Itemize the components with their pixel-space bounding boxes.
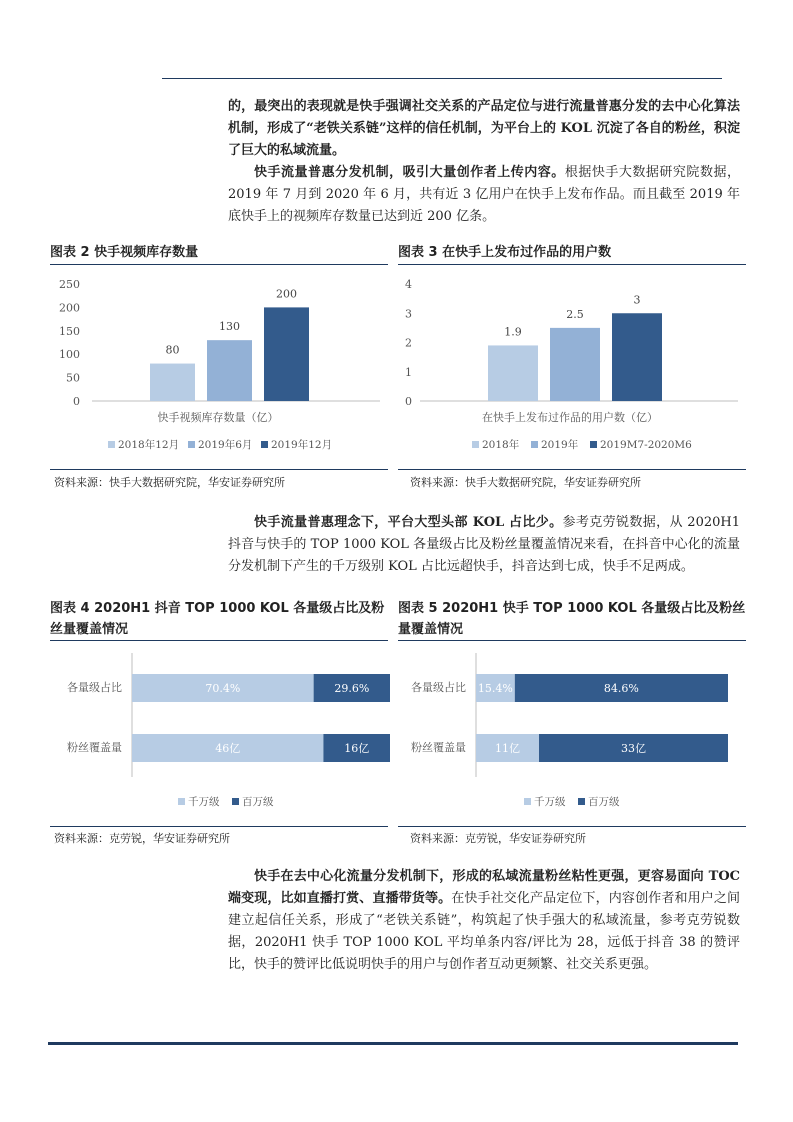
fig2-legend-swatch [261,441,268,448]
fig3-top-rule [398,264,746,265]
fig5-legend-label: 千万级 [534,796,566,808]
fig3-ytick: 3 [405,307,412,321]
fig2-bar [207,340,252,401]
fig4-legend-label: 百万级 [242,796,274,808]
fig3-ytick: 1 [405,365,412,379]
fig2-ytick: 50 [66,371,80,385]
fig5-category-label: 粉丝覆盖量 [411,741,466,754]
fig2-legend-label: 2019年12月 [271,439,333,451]
fig5-legend-swatch [578,798,585,805]
fig4-chart [50,645,390,820]
fig2-ytick: 150 [59,324,80,338]
fig3-bar [612,313,662,401]
paragraph-1 [228,96,740,162]
fig3-legend-swatch [531,441,538,448]
fig5-legend-swatch [524,798,531,805]
fig3-chart [398,266,748,466]
fig4-segment-label: 16亿 [344,742,370,755]
fig5-top-rule [398,640,746,641]
paragraph-1-text: 的，最突出的表现就是快手强调社交关系的产品定位与进行流量普惠分发的去中心化算法机制，形成了“老铁关系链”这样的信任机制，为平台上的 KOL 沉淀了各自的粉丝，积淀了巨大的私域流量。 [228,99,740,158]
fig2-legend-label: 2018年12月 [118,439,180,451]
paragraph-3 [228,512,740,578]
fig3-ytick: 4 [405,278,412,291]
header-rule [162,78,722,79]
fig2-data-label: 130 [219,320,240,334]
paragraph-2 [228,162,740,228]
fig3-title: 图表 3 在快手上发布过作品的用户数 [398,245,612,260]
fig3-legend-swatch [472,441,479,448]
fig2-source: 资料来源：快手大数据研究院，华安证券研究所 [54,476,285,489]
paragraph-3-lead: 快手流量普惠理念下，平台大型头部 KOL 占比少。 [254,515,563,530]
fig2-xlabel: 快手视频库存数量（亿） [157,411,279,424]
fig4-category-label: 粉丝覆盖量 [67,741,122,754]
paragraph-3-body: 参考克劳锐数据，从 2020H1 抖音与快手的 TOP 1000 KOL 各量级占比及粉丝量覆盖情况来看，在抖音中心化的流量分发机制下产生的千万级别 KOL 占比远超快手，抖音达到七成，快手不足两成。 [228,515,740,574]
fig5-segment-label: 33亿 [621,742,646,755]
fig2-ytick: 0 [73,395,80,408]
fig4-bottom-rule [50,826,388,827]
fig3-legend-swatch [590,441,597,448]
fig2-legend-label: 2019年6月 [198,439,253,451]
fig4-source: 资料来源：克劳锐，华安证券研究所 [54,832,230,845]
fig2-ytick: 100 [59,348,80,362]
fig2-bar [264,307,309,401]
fig4-title: 图表 4 2020H1 抖音 TOP 1000 KOL 各量级占比及粉丝量覆盖情况 [50,601,385,637]
fig3-legend-label: 2019年 [541,439,579,451]
fig4-top-rule [50,640,388,641]
fig2-ytick: 200 [59,301,80,315]
fig5-category-label: 各量级占比 [411,681,466,694]
fig3-ytick: 2 [405,336,412,350]
paragraph-4-lead: 快手在去中心化流量分发机制下，形成的私域流量粉丝粘性更强，更容易面向 TOC 端变现，比如直播打赏、直播带货等。 [228,869,740,906]
fig4-legend-label: 千万级 [188,796,220,808]
fig4-legend-swatch [178,798,185,805]
fig3-legend-label: 2018年 [482,439,520,451]
paragraph-2-body: 根据快手大数据研究院数据，2019 年 7 月到 2020 年 6 月，共有近 3 亿用户在快手上发布作品。而且截至 2019 年底快手上的视频库存数量已达到近 200 亿条。 [228,165,740,224]
fig5-source: 资料来源：克劳锐，华安证券研究所 [410,832,586,845]
fig2-chart [50,266,390,466]
fig2-bar [150,364,195,401]
fig3-bottom-rule [398,469,746,470]
fig5-title: 图表 5 2020H1 快手 TOP 1000 KOL 各量级占比及粉丝量覆盖情况 [398,601,746,637]
fig3-data-label: 1.9 [504,325,522,339]
fig4-segment-label: 46亿 [215,742,241,755]
fig4-segment-label: 70.4% [205,682,241,695]
fig2-data-label: 200 [276,287,297,301]
fig2-top-rule [50,264,388,265]
fig5-segment-label: 15.4% [477,682,513,695]
fig3-source: 资料来源：快手大数据研究院，华安证券研究所 [410,476,641,489]
fig2-bottom-rule [50,469,388,470]
fig3-bar [550,328,600,401]
fig4-segment-label: 29.6% [334,682,370,695]
fig2-data-label: 80 [165,343,180,357]
fig2-ytick: 250 [59,278,80,291]
paragraph-4-body: 在快手社交化产品定位下，内容创作者和用户之间建立起信任关系，形成了“老铁关系链”，构筑起了快手强大的私域流量，参考克劳锐数据，2020H1 快手 TOP 1000 KOL 平均单条内容/评比为 28，远低于抖音 38 的赞评比，快手的赞评比低说明快手的用户与创作者互动更频繁、社交关系更强。 [228,891,740,972]
fig2-legend-swatch [188,441,195,448]
fig3-xlabel: 在快手上发布过作品的用户数（亿） [482,411,658,424]
fig4-category-label: 各量级占比 [67,681,122,694]
fig5-segment-label: 84.6% [603,682,639,695]
fig3-data-label: 2.5 [566,307,584,321]
fig5-chart [398,645,748,820]
fig5-legend-label: 百万级 [588,796,620,808]
footer-rule [48,1042,738,1045]
fig5-segment-label: 11亿 [495,742,520,755]
fig4-legend-swatch [232,798,239,805]
fig3-data-label: 3 [633,293,641,307]
paragraph-2-lead: 快手流量普惠分发机制，吸引大量创作者上传内容。 [254,165,565,180]
fig2-title: 图表 2 快手视频库存数量 [50,245,199,260]
fig2-legend-swatch [108,441,115,448]
fig3-bar [488,345,538,401]
fig3-ytick: 0 [405,395,412,408]
fig3-legend-label: 2019M7-2020M6 [600,439,692,451]
fig5-bottom-rule [398,826,746,827]
paragraph-4 [228,866,740,976]
